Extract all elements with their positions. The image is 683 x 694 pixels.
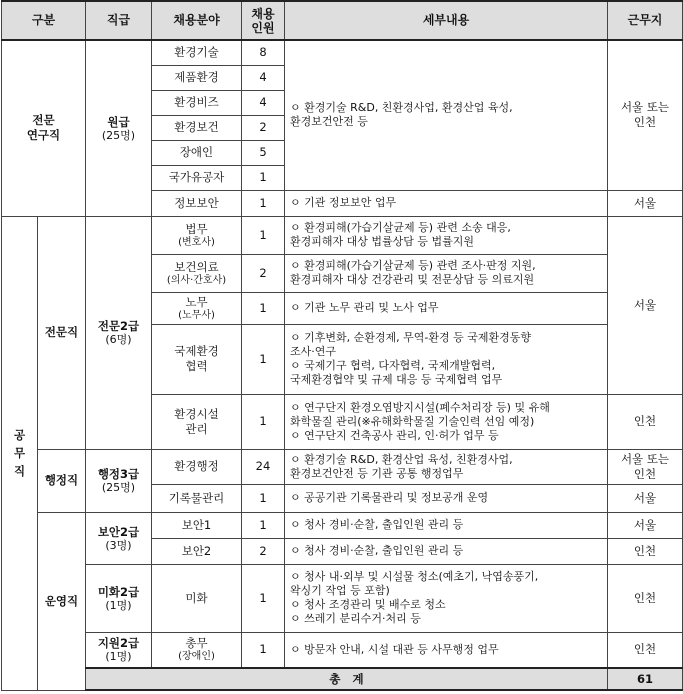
- field-name: 환경비즈: [152, 90, 242, 115]
- field-sub: (장애인): [178, 651, 215, 663]
- table-row: [2, 216, 683, 254]
- detail-cell: ㅇ 기관 노무 관리 및 노사 업무: [285, 292, 608, 324]
- detail-cell: ㅇ 청사 경비·순찰, 출입인원 관리 등: [285, 512, 608, 538]
- field-count: 1: [242, 632, 285, 668]
- field-count: 2: [242, 115, 285, 140]
- field-count: 2: [242, 538, 285, 564]
- table-row: [2, 564, 683, 632]
- field-name: 보안1: [152, 512, 242, 538]
- detail-cell: ㅇ 공공기관 기록물관리 및 정보공개 운영: [285, 484, 608, 512]
- detail-cell: ㅇ 방문자 안내, 시설 대관 등 사무행정 업무: [285, 632, 608, 668]
- detail-cell: ㅇ 연구단지 환경오염방지시설(폐수처리장 등) 및 유해 화학물질 관리(※유해화학물질 기술인력 선임 예정) ㅇ 연구단지 건축공사 관리, 인·허가 업무 등: [285, 394, 608, 449]
- field-name: 환경행정: [152, 449, 242, 484]
- location-cell: 인천: [608, 564, 683, 632]
- field-count: 1: [242, 484, 285, 512]
- field-name: 보건의료: [174, 259, 219, 274]
- field-name: 국제환경 협력: [152, 324, 242, 394]
- total-count: 61: [608, 668, 683, 690]
- field-sub: (의사·간호사): [166, 274, 227, 286]
- field-cell: [152, 292, 242, 324]
- grade-beautify: [86, 564, 152, 632]
- field-name: 환경기술: [152, 40, 242, 65]
- detail-cell: ㅇ 청사 경비·순찰, 출입인원 관리 등: [285, 538, 608, 564]
- location-cell: 인천: [608, 632, 683, 668]
- table-row: [2, 512, 683, 538]
- grade-count: (6명): [105, 333, 132, 346]
- table-row: [2, 449, 683, 484]
- field-count: 1: [242, 512, 285, 538]
- detail-cell: ㅇ 기관 정보보안 업무: [285, 190, 608, 216]
- category-char: 공: [13, 428, 26, 442]
- field-cell: [152, 216, 242, 254]
- grade-professional: [86, 216, 152, 449]
- grade-label: 원급: [107, 114, 130, 129]
- field-count: 24: [242, 449, 285, 484]
- header-row: [2, 1, 683, 40]
- field-count: 8: [242, 40, 285, 65]
- detail-cell: ㅇ 청사 내·외부 및 시설물 청소(예초기, 낙엽송풍기, 왁싱기 작업 등 포함) ㅇ 청사 조경관리 및 배수로 청소 ㅇ 쓰레기 분리수거·처리 등: [285, 564, 608, 632]
- location-cell: 인천: [608, 538, 683, 564]
- recruitment-table: [1, 0, 683, 691]
- table-row: [2, 40, 683, 65]
- grade-count: (25명): [101, 481, 136, 494]
- field-name: 노무: [185, 294, 208, 309]
- detail-cell: ㅇ 환경피해(가습기살균제 등) 관련 소송 대응, 환경피해자 대상 법률상담 등 법률지원: [285, 216, 608, 254]
- grade-label: 행정3급: [97, 467, 140, 481]
- field-name: 국가유공자: [152, 165, 242, 190]
- detail-cell: ㅇ 환경기술 R&D, 환경산업 육성, 친환경사업, 환경보건안전 등 기관 공통 행정업무: [285, 449, 608, 484]
- grade-label: 미화2급: [97, 584, 140, 599]
- grade-count: (1명): [105, 650, 132, 664]
- header-grade: 직급: [86, 1, 152, 40]
- field-name: 정보보안: [152, 190, 242, 216]
- grade-count: (25명): [101, 128, 136, 142]
- category-public: [2, 216, 38, 690]
- grade-research: [86, 40, 152, 216]
- grade-support: [86, 632, 152, 668]
- location-research: 서울 또는 인천: [608, 40, 683, 190]
- field-sub: (변호사): [178, 236, 215, 248]
- field-sub: (노무사): [178, 309, 215, 321]
- field-count: 1: [242, 216, 285, 254]
- field-count: 2: [242, 254, 285, 292]
- field-count: 1: [242, 394, 285, 449]
- header-field: 채용분야: [152, 1, 242, 40]
- field-name: 환경보건: [152, 115, 242, 140]
- field-name: 기록물관리: [152, 484, 242, 512]
- subcategory-operations: 운영직: [38, 512, 86, 690]
- field-name: 총무: [185, 636, 208, 651]
- field-name: 제품환경: [152, 65, 242, 90]
- location-cell: 서울: [608, 512, 683, 538]
- location-cell: 서울 또는 인천: [608, 449, 683, 484]
- total-label: 총 계: [86, 668, 608, 690]
- field-count: 1: [242, 165, 285, 190]
- field-name: 미화: [152, 564, 242, 632]
- field-cell: [152, 632, 242, 668]
- grade-count: (1명): [105, 598, 132, 612]
- grade-label: 지원2급: [97, 636, 140, 651]
- subcategory-professional: 전문직: [38, 216, 86, 449]
- field-count: 4: [242, 65, 285, 90]
- location-cell: 서울: [608, 484, 683, 512]
- category-research: 전문 연구직: [2, 40, 86, 216]
- location-cell: 인천: [608, 394, 683, 449]
- field-count: 5: [242, 140, 285, 165]
- detail-cell: ㅇ 기후변화, 순환경제, 무역-환경 등 국제환경동향 조사·연구 ㅇ 국제기구 협력, 다자협력, 국제개발협력, 국제환경협약 및 규제 대응 등 국제협력 업무: [285, 324, 608, 394]
- subcategory-admin: 행정직: [38, 449, 86, 512]
- header-location: 근무지: [608, 1, 683, 40]
- field-name: 장애인: [152, 140, 242, 165]
- detail-cell: ㅇ 환경피해(가습기살균제 등) 관련 조사·판정 지원, 환경피해자 대상 건강관리 및 전문상담 등 의료지원: [285, 254, 608, 292]
- grade-label: 보안2급: [97, 524, 140, 539]
- field-name: 환경시설 관리: [152, 394, 242, 449]
- header-detail: 세부내용: [285, 1, 608, 40]
- field-count: 1: [242, 190, 285, 216]
- field-name: 보안2: [152, 538, 242, 564]
- field-count: 1: [242, 564, 285, 632]
- category-char: 무: [13, 446, 26, 460]
- grade-admin: [86, 449, 152, 512]
- total-row: [2, 668, 683, 690]
- field-count: 4: [242, 90, 285, 115]
- location-cell: 서울: [608, 190, 683, 216]
- field-count: 1: [242, 324, 285, 394]
- field-cell: [152, 254, 242, 292]
- header-category: 구분: [2, 1, 86, 40]
- grade-count: (3명): [105, 538, 132, 552]
- category-char: 직: [13, 464, 26, 478]
- field-count: 1: [242, 292, 285, 324]
- detail-research: ㅇ 환경기술 R&D, 친환경사업, 환경산업 육성, 환경보건안전 등: [285, 40, 608, 190]
- table-row: [2, 632, 683, 668]
- location-cell: 서울: [608, 216, 683, 394]
- grade-label: 전문2급: [97, 319, 140, 333]
- grade-security: [86, 512, 152, 564]
- header-count: 채용 인원: [242, 1, 285, 40]
- field-name: 법무: [185, 221, 208, 236]
